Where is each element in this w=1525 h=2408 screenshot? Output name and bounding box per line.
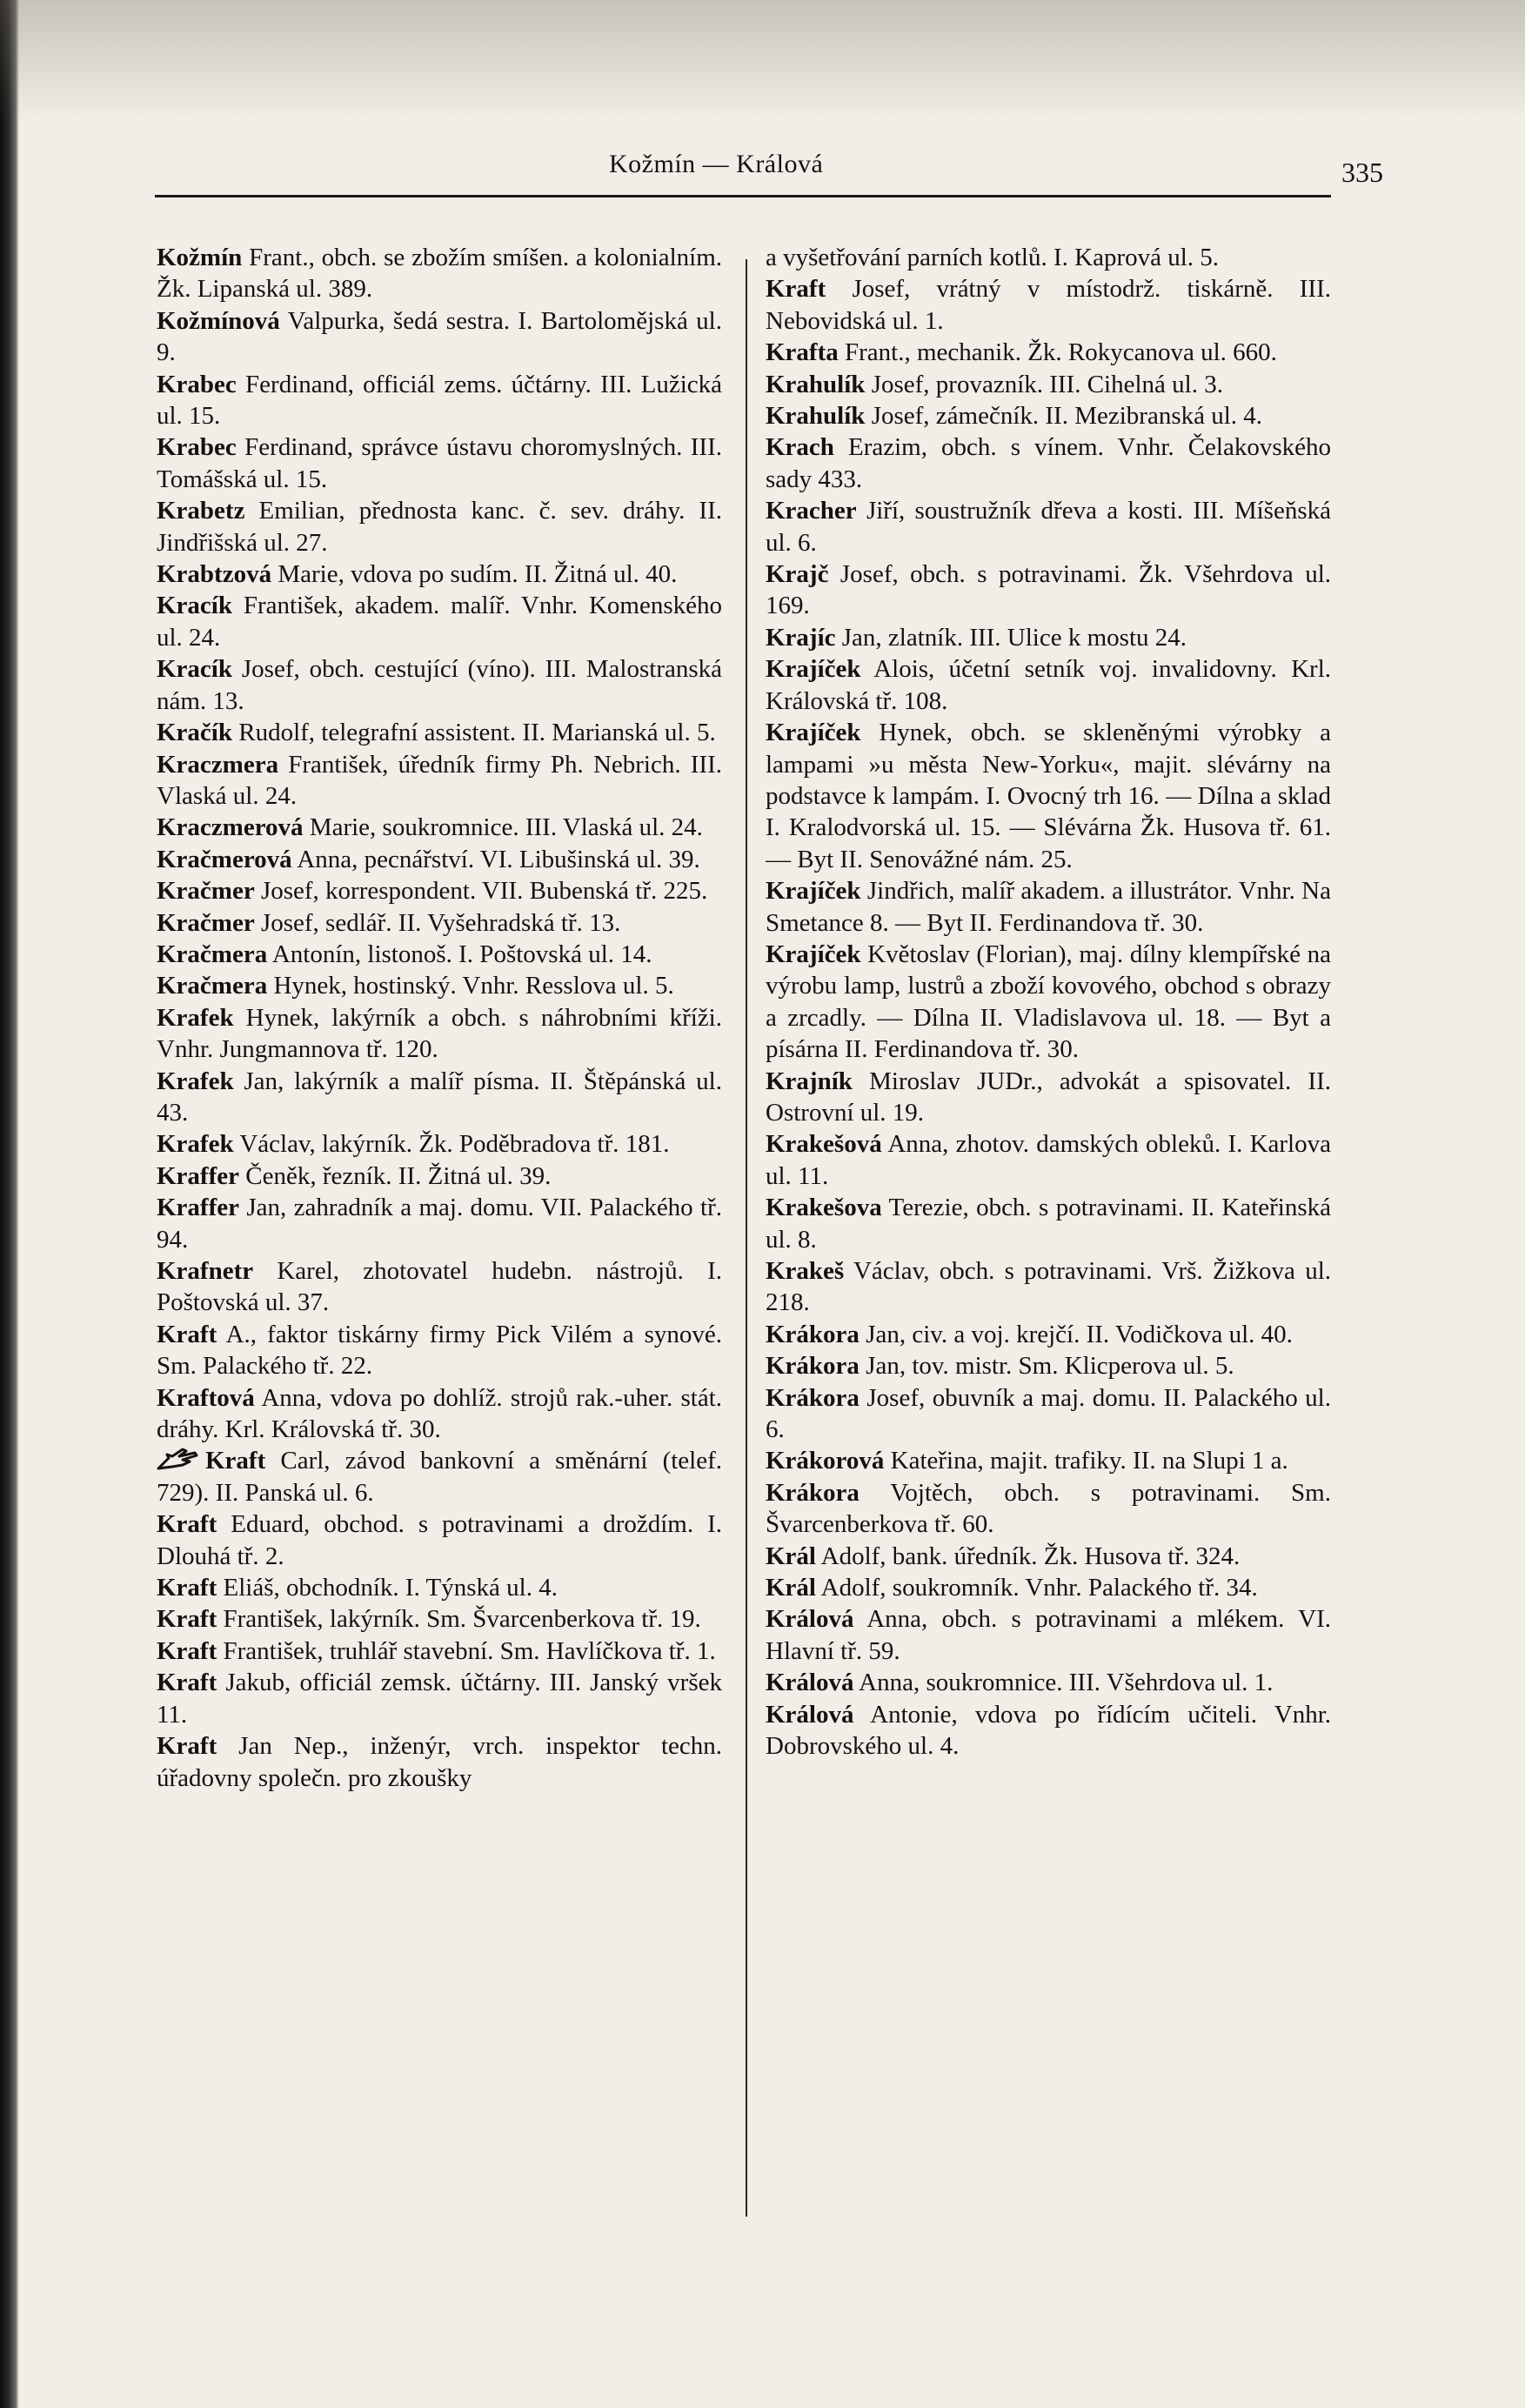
directory-entry <box>766 1477 1331 1541</box>
entry-details: Anna, soukromnice. III. Všehrdova ul. 1. <box>853 1669 1274 1697</box>
entry-details: Čeněk, řezník. II. Žitná ul. 39. <box>239 1161 552 1190</box>
entry-details: Hynek, lakýrník a obch. s náhrobními kříži. Vnhr. Jungmannova tř. 120. <box>157 1003 722 1064</box>
running-head: Kožmín — Králová <box>609 150 824 178</box>
right-column <box>766 242 1331 2243</box>
directory-entry <box>157 1603 722 1635</box>
entry-details: Jindřich, malíř akadem. a illustrátor. Vnhr. Na Smetance 8. — Byt II. Ferdinandova tř. 30. <box>766 877 1331 937</box>
directory-entry <box>157 1445 722 1508</box>
entry-details: Ferdinand, officiál zems. účtárny. III. Lužická ul. 15. <box>157 370 722 431</box>
entry-surname: Králová <box>766 1669 854 1697</box>
entry-details: Eduard, obchod. s potravinami a droždím. I. Dlouhá tř. 2. <box>157 1510 722 1570</box>
directory-entry <box>157 1667 722 1730</box>
directory-entry <box>157 1255 722 1319</box>
directory-entry <box>766 622 1331 653</box>
directory-entry <box>766 1128 1331 1192</box>
column-divider <box>746 259 747 2217</box>
entry-details: Josef, provazník. III. Cihelná ul. 3. <box>865 370 1223 398</box>
entry-surname: Krafnetr <box>157 1257 254 1285</box>
directory-entry <box>766 1572 1331 1603</box>
entry-details: Terezie, obch. s potravinami. II. Kateřinská ul. 8. <box>766 1194 1331 1254</box>
entry-surname: Krajíc <box>766 623 836 652</box>
entry-surname: Kraftová <box>157 1383 255 1412</box>
entry-details: Anna, pecnářství. VI. Libušinská ul. 39. <box>291 845 700 873</box>
entry-details: Jakub, officiál zemsk. účtárny. III. Janský vršek 11. <box>157 1669 722 1729</box>
entry-details: Jan, zahradník a maj. domu. VII. Palackého tř. 94. <box>157 1194 722 1254</box>
directory-entry <box>157 590 722 653</box>
directory-entry <box>766 337 1331 368</box>
entry-surname: Krafek <box>157 1003 234 1032</box>
directory-entry <box>766 1541 1331 1572</box>
entry-surname: Krákora <box>766 1352 859 1381</box>
directory-entry <box>157 812 722 843</box>
entry-surname: Kraft <box>157 1636 217 1665</box>
entry-details: Erazim, obch. s vínem. Vnhr. Čelakovského sady 433. <box>766 433 1331 493</box>
entry-surname: Kožmín <box>157 244 243 271</box>
directory-entry <box>766 273 1331 337</box>
entry-surname: Krakeš <box>766 1257 845 1285</box>
entry-details: Marie, vdova po sudím. II. Žitná ul. 40. <box>271 560 678 589</box>
entry-surname: Kraffer <box>157 1161 239 1190</box>
entry-details: Květoslav (Florian), maj. dílny klempířské na výrobu lamp, lustrů a zboží kovového, obchod s obrazy a zrcadly. — Dílna II. Vladislavova ul. 18. — Byt a písárna II. Ferdinandova tř. 30. <box>766 940 1331 1064</box>
entry-surname: Kračmer <box>157 877 255 906</box>
entry-details: Hynek, hostinský. Vnhr. Resslova ul. 5. <box>267 972 674 1000</box>
entry-surname: Krajíček <box>766 940 861 968</box>
entry-details: Eliáš, obchodník. I. Týnská ul. 4. <box>217 1574 558 1602</box>
entry-details: Carl, závod bankovní a směnární (telef. 729). II. Panská ul. 6. <box>157 1447 722 1507</box>
entry-surname: Krach <box>766 433 834 462</box>
directory-entry <box>157 305 722 369</box>
entry-details: Hynek, obch. se skleněnými výrobky a lampami »u města New-Yorku«, majit. slévárny na podstavce k lampám. I. Ovocný trh 16. — Dílna a sklad I. Kralodvorská ul. 15. — Slévárna Žk. Husova tř. 61. — Byt II. Senovážné nám. 25. <box>766 719 1331 873</box>
entry-surname: Krakešova <box>766 1194 882 1222</box>
entry-surname: Kracher <box>766 497 857 525</box>
entry-surname: Kraft <box>157 1510 217 1539</box>
entry-surname: Krabec <box>157 370 237 398</box>
entry-surname: Krahulík <box>766 402 866 431</box>
directory-entry <box>766 1667 1331 1698</box>
entry-surname: Kraczmera <box>157 750 279 779</box>
directory-entry <box>766 1255 1331 1319</box>
entry-details: Josef, obch. s potravinami. Žk. Všehrdova ul. 169. <box>766 560 1331 620</box>
entry-details: Alois, účetní setník voj. invalidovny. Krl. Královská tř. 108. <box>766 655 1331 715</box>
entry-details: Anna, vdova po dohlíž. strojů rak.-uher. stát. dráhy. Krl. Královská tř. 30. <box>157 1383 722 1444</box>
entry-surname: Kračík <box>157 719 232 747</box>
directory-entry <box>157 939 722 970</box>
directory-entry <box>157 653 722 717</box>
directory-entry <box>766 1192 1331 1255</box>
entry-details: Josef, obuvník a maj. domu. II. Palackého ul. 6. <box>766 1383 1331 1444</box>
entry-details: Josef, sedlář. II. Vyšehradská tř. 13. <box>254 908 621 937</box>
directory-entry <box>157 1319 722 1382</box>
entry-surname: Kraft <box>157 1732 217 1761</box>
directory-entry <box>766 717 1331 875</box>
directory-entry <box>157 1730 722 1794</box>
entry-details: Valpurka, šedá sestra. I. Bartolomějská ul. 9. <box>157 306 722 367</box>
directory-entry <box>157 717 722 748</box>
entry-details: Anna, obch. s potravinami a mlékem. VI. Hlavní tř. 59. <box>766 1605 1331 1665</box>
directory-entry <box>157 242 722 305</box>
directory-entry <box>766 1066 1331 1129</box>
entry-details: Jan, lakýrník a malíř písma. II. Štěpánská ul. 43. <box>157 1067 722 1127</box>
entry-details: Antonie, vdova po řídícím učiteli. Vnhr. Dobrovského ul. 4. <box>766 1700 1331 1761</box>
entry-surname: Kraft <box>205 1447 266 1475</box>
directory-entry <box>766 559 1331 622</box>
page-header <box>0 150 1525 202</box>
entry-details: Adolf, soukromník. Vnhr. Palackého tř. 34. <box>816 1574 1258 1602</box>
entry-details: Frant., mechanik. Žk. Rokycanova ul. 660. <box>838 338 1277 367</box>
entry-surname: Kraft <box>157 1605 217 1634</box>
directory-entry <box>766 1445 1331 1476</box>
directory-entry <box>157 431 722 495</box>
entry-surname: Krajíček <box>766 655 861 684</box>
entry-details: Josef, obch. cestující (víno). III. Malostranská nám. 13. <box>157 655 722 715</box>
entry-details: Ferdinand, správce ústavu choromyslných. III. Tomášská ul. 15. <box>157 433 722 493</box>
entry-details: Jiří, soustružník dřeva a kosti. III. Míšeňská ul. 6. <box>766 497 1331 557</box>
page-number: 335 <box>1341 157 1383 188</box>
entry-details: Jan, zlatník. III. Ulice k mostu 24. <box>835 623 1187 652</box>
entry-details: Antonín, listonoš. I. Poštovská ul. 14. <box>267 940 652 968</box>
entry-surname: Krahulík <box>766 370 866 398</box>
header-rule <box>155 195 1331 197</box>
entry-details: Václav, obch. s potravinami. Vrš. Žižkova ul. 218. <box>766 1257 1331 1317</box>
directory-entry <box>157 1066 722 1129</box>
entry-details: Jan, tov. mistr. Sm. Klicperova ul. 5. <box>859 1352 1234 1381</box>
entry-surname: Krákora <box>766 1320 859 1348</box>
entry-surname: Krakešová <box>766 1130 882 1159</box>
directory-entry <box>157 970 722 1001</box>
directory-entry <box>766 1603 1331 1667</box>
entry-surname: Krabtzová <box>157 560 272 589</box>
entry-surname: Krajník <box>766 1067 853 1095</box>
scan-shadow <box>0 0 1525 122</box>
entry-details: Kateřina, majit. trafiky. II. na Slupi 1 a. <box>884 1447 1288 1475</box>
entry-details: Miroslav JUDr., advokát a spisovatel. II. Ostrovní ul. 19. <box>766 1067 1331 1127</box>
entry-surname: Kračmera <box>157 972 268 1000</box>
entry-surname: Kraft <box>157 1574 217 1602</box>
entry-details: Jan Nep., inženýr, vrch. inspektor techn. úřadovny společn. pro zkoušky <box>157 1732 722 1792</box>
entry-details: Adolf, bank. úředník. Žk. Husova tř. 324. <box>816 1542 1241 1570</box>
entry-surname: Krafek <box>157 1130 234 1159</box>
entry-surname: Krabec <box>157 433 237 462</box>
scan-edge <box>0 0 19 2408</box>
entry-surname: Králová <box>766 1605 854 1634</box>
entry-surname: Krajíček <box>766 719 861 747</box>
entry-details: A., faktor tiskárny firmy Pick Vilém a synové. Sm. Palackého tř. 22. <box>157 1320 722 1381</box>
entry-surname: Král <box>766 1574 816 1602</box>
entry-surname: Kraft <box>766 275 826 304</box>
directory-entry <box>766 369 1331 400</box>
entry-details: a vyšetřování parních kotlů. I. Kaprová ul. 5. <box>766 244 1220 271</box>
directory-entry <box>157 1161 722 1192</box>
entry-details: Frant., obch. se zbožím smíšen. a kolonialním. Žk. Lipanská ul. 389. <box>157 244 722 304</box>
entry-surname: Kračmerová <box>157 845 292 873</box>
directory-entry <box>766 875 1331 939</box>
directory-entry <box>157 1572 722 1603</box>
entry-details: František, akadem. malíř. Vnhr. Komenského ul. 24. <box>157 592 722 652</box>
pointing-hand-icon <box>157 1446 200 1472</box>
entry-details: Anna, zhotov. damských obleků. I. Karlova ul. 11. <box>766 1130 1331 1190</box>
entry-surname: Kraft <box>157 1669 217 1697</box>
entry-surname: Kracík <box>157 655 232 684</box>
entry-details: František, lakýrník. Sm. Švarcenberkova tř. 19. <box>217 1605 701 1634</box>
entry-surname: Kračmera <box>157 940 268 968</box>
entry-details: František, úředník firmy Ph. Nebrich. III. Vlaská ul. 24. <box>157 750 722 810</box>
directory-entry <box>157 1128 722 1160</box>
directory-entry <box>766 1319 1331 1350</box>
entry-details: Emilian, přednosta kanc. č. sev. dráhy. II. Jindřišská ul. 27. <box>157 497 722 557</box>
directory-entry <box>157 875 722 906</box>
directory-entry <box>157 369 722 432</box>
entry-surname: Kračmer <box>157 908 255 937</box>
directory-entry <box>157 1508 722 1572</box>
entry-details: Rudolf, telegrafní assistent. II. Marianská ul. 5. <box>232 719 716 747</box>
entry-surname: Krákorová <box>766 1447 885 1475</box>
entry-surname: Krabetz <box>157 497 245 525</box>
entry-details: Karel, zhotovatel hudebn. nástrojů. I. Poštovská ul. 37. <box>157 1257 722 1317</box>
entry-surname: Kraczmerová <box>157 813 304 842</box>
directory-entry <box>766 653 1331 717</box>
entry-surname: Krákora <box>766 1383 859 1412</box>
entry-surname: Kraft <box>157 1320 217 1348</box>
entry-details: Vojtěch, obch. s potravinami. Sm. Švarcenberkova tř. 60. <box>766 1478 1331 1539</box>
entry-details: Josef, korrespondent. VII. Bubenská tř. 225. <box>254 877 708 906</box>
entry-surname: Krafta <box>766 338 839 367</box>
entry-surname: Krajíček <box>766 877 861 906</box>
directory-entry <box>157 495 722 559</box>
directory-entry <box>766 1350 1331 1381</box>
entry-details: Václav, lakýrník. Žk. Poděbradova tř. 181. <box>233 1130 670 1159</box>
entry-surname: Kraffer <box>157 1194 239 1222</box>
entry-surname: Krafek <box>157 1067 234 1095</box>
directory-entry <box>157 1382 722 1446</box>
directory-entry <box>157 749 722 813</box>
directory-entry <box>766 431 1331 495</box>
directory-entry <box>766 495 1331 559</box>
left-column <box>157 242 722 2243</box>
entry-surname: Králová <box>766 1700 854 1729</box>
directory-entry <box>157 1192 722 1255</box>
entry-details: František, truhlář stavební. Sm. Havlíčkova tř. 1. <box>217 1636 716 1665</box>
directory-entry <box>766 939 1331 1066</box>
directory-entry <box>157 1002 722 1066</box>
directory-entry <box>766 1382 1331 1446</box>
entry-surname: Král <box>766 1542 816 1570</box>
directory-entry <box>766 1699 1331 1763</box>
entry-details: Jan, civ. a voj. krejčí. II. Vodičkova ul. 40. <box>859 1320 1293 1348</box>
directory-entry <box>766 242 1331 273</box>
directory-entry <box>157 844 722 875</box>
directory-entry <box>157 907 722 939</box>
entry-surname: Krákora <box>766 1478 859 1507</box>
directory-entry <box>157 559 722 590</box>
entry-details: Josef, vrátný v místodrž. tiskárně. III. Nebovidská ul. 1. <box>766 275 1331 335</box>
entry-details: Marie, soukromnice. III. Vlaská ul. 24. <box>303 813 703 842</box>
entry-surname: Kožmínová <box>157 306 280 335</box>
entry-surname: Krajč <box>766 560 829 589</box>
entry-details: Josef, zámečník. II. Mezibranská ul. 4. <box>865 402 1263 431</box>
directory-entry <box>766 400 1331 431</box>
entry-surname: Kracík <box>157 592 232 620</box>
directory-entry <box>157 1635 722 1667</box>
